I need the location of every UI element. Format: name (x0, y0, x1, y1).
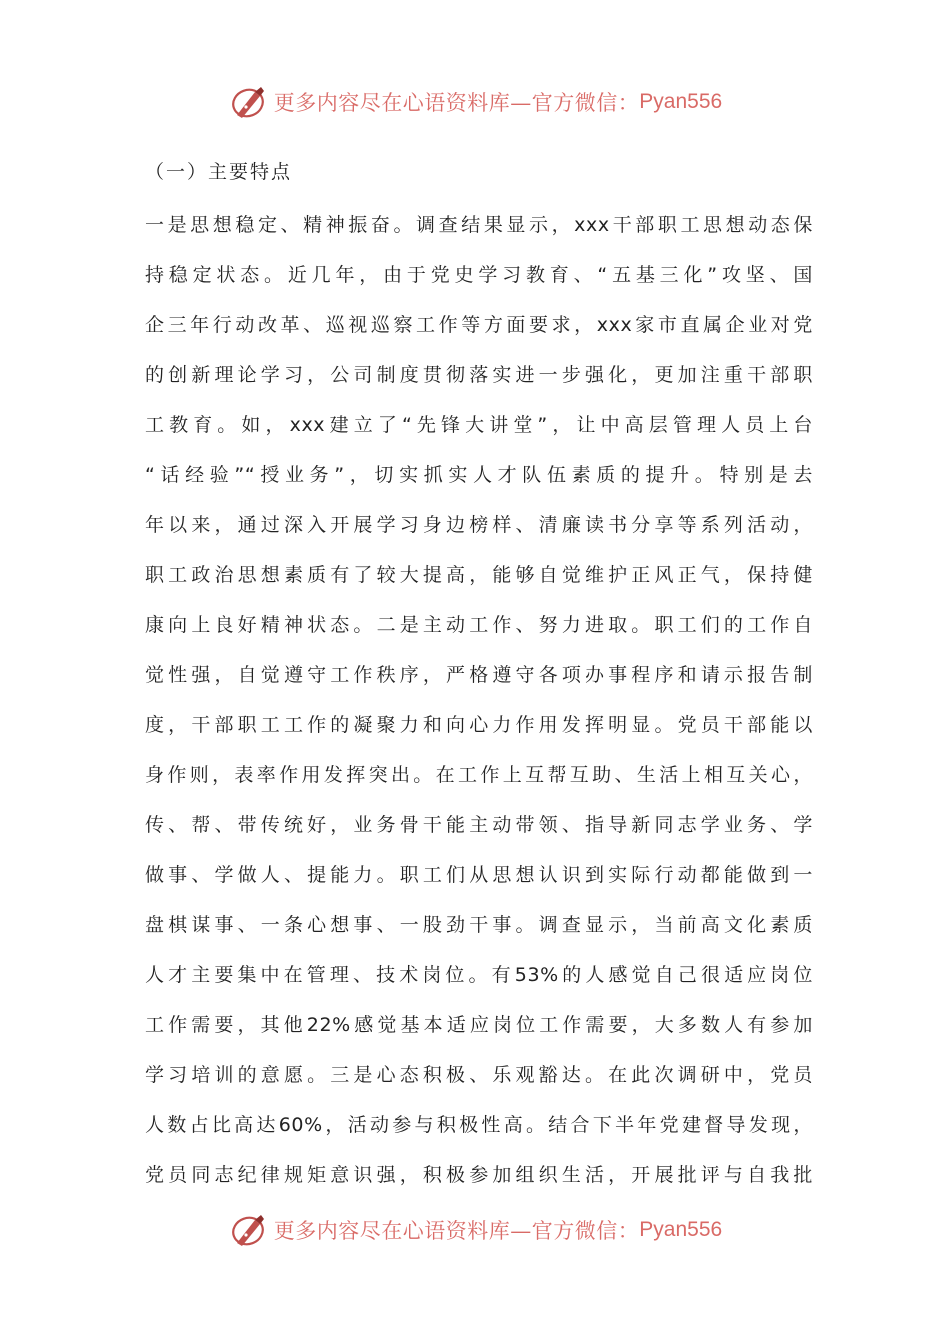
text-line: 的创新理论学习，公司制度贯彻落实进一步强化，更加注重干部职 (145, 364, 813, 386)
text-line: 觉性强，自觉遵守工作秩序，严格遵守各项办事程序和请示报告制 (145, 664, 813, 686)
text-line: 工教育。如，xxx建立了“先锋大讲堂”，让中高层管理人员上台 (145, 414, 813, 436)
text-line: 学习培训的意愿。三是心态积极、乐观豁达。在此次调研中，党员 (145, 1064, 813, 1086)
text-line: 度，干部职工工作的凝聚力和向心力作用发挥明显。党员干部能以 (145, 714, 813, 736)
text-line: 一是思想稳定、精神振奋。调查结果显示，xxx干部职工思想动态保 (145, 214, 813, 236)
text-line: 做事、学做人、提能力。职工们从思想认识到实际行动都能做到一 (145, 864, 813, 886)
text-line: 人数占比高达60%，活动参与积极性高。结合下半年党建督导发现， (145, 1114, 813, 1136)
pen-nib-logo-icon (228, 1210, 268, 1250)
text-line: 盘棋谋事、一条心想事、一股劲干事。调查显示，当前高文化素质 (145, 914, 813, 936)
text-line: 人才主要集中在管理、技术岗位。有53%的人感觉自己很适应岗位 (145, 964, 813, 986)
footer-wechat-id: Pyan556 (639, 1218, 723, 1241)
text-line: 工作需要，其他22%感觉基本适应岗位工作需要，大多数人有参加 (145, 1014, 813, 1036)
header-banner (0, 80, 950, 124)
text-line: “话经验”“授业务”，切实抓实人才队伍素质的提升。特别是去 (145, 464, 813, 486)
footer-banner-text: 更多内容尽在心语资料库—官方微信： (273, 1219, 640, 1243)
header-wechat-id: Pyan556 (639, 90, 723, 113)
text-line: 年以来，通过深入开展学习身边榜样、清廉读书分享等系列活动， (145, 514, 813, 536)
header-banner-text: 更多内容尽在心语资料库—官方微信： (273, 91, 640, 115)
text-line: 身作则，表率作用发挥突出。在工作上互帮互助、生活上相互关心， (145, 764, 813, 786)
text-line: 康向上良好精神状态。二是主动工作、努力进取。职工们的工作自 (145, 614, 813, 636)
text-line: 党员同志纪律规矩意识强，积极参加组织生活，开展批评与自我批 (145, 1164, 813, 1186)
text-line: 企三年行动改革、巡视巡察工作等方面要求，xxx家市直属企业对党 (145, 314, 813, 336)
pen-nib-logo-icon (228, 82, 268, 122)
text-line: 职工政治思想素质有了较大提高，能够自觉维护正风正气，保持健 (145, 564, 813, 586)
footer-banner (0, 1208, 950, 1252)
text-line: 持稳定状态。近几年，由于党史学习教育、“五基三化”攻坚、国 (145, 264, 813, 286)
section-heading: （一）主要特点 (145, 161, 293, 183)
paragraph (145, 200, 813, 1200)
document-body (145, 150, 813, 1200)
text-line: 传、帮、带传统好，业务骨干能主动带领、指导新同志学业务、学 (145, 814, 813, 836)
